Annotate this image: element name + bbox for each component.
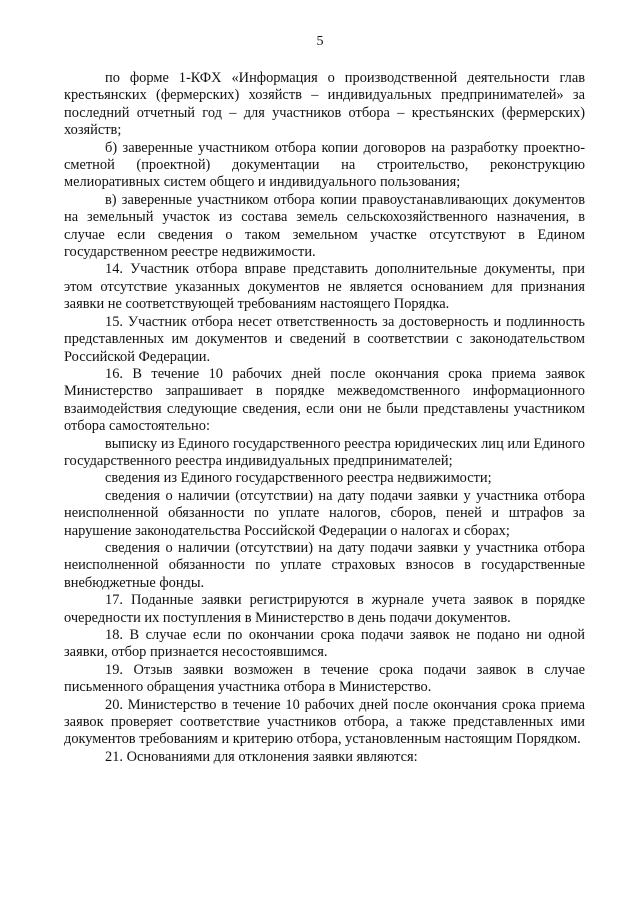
paragraph-16-taxes: сведения о наличии (отсутствии) на дату подачи заявки у участника отбора неисполненной обязанности по уплате налогов, сборов, пеней и штрафов за нарушение законодательства Российской Федерации о налогах и сборах; bbox=[64, 487, 585, 539]
paragraph-14: 14. Участник отбора вправе представить дополнительные документы, при этом отсутствие указанных документов не является основанием для признания заявки не соответствующей требованиям настоящего Порядка. bbox=[64, 261, 585, 313]
paragraph-16: 16. В течение 10 рабочих дней после окончания срока приема заявок Министерство запрашивает в порядке межведомственного информационного взаимодействия следующие сведения, если они не были представлены участником отбора самостоятельно: bbox=[64, 365, 585, 435]
paragraph-item-b: б) заверенные участником отбора копии договоров на разработку проектно-сметной (проектной) документации на строительство, реконструкцию мелиоративных систем общего и индивидуального пользования; bbox=[64, 139, 585, 191]
paragraph-item-v: в) заверенные участником отбора копии правоустанавливающих документов на земельный участок из состава земель сельскохозяйственного назначения, в случае если сведения о таком земельном участке отсутствуют в Едином государственном реестре недвижимости. bbox=[64, 191, 585, 261]
paragraph-16-extract-egrul: выписку из Единого государственного реестра юридических лиц или Единого государственного реестра индивидуальных предпринимателей; bbox=[64, 435, 585, 469]
paragraph-15: 15. Участник отбора несет ответственность за достоверность и подлинность представленных им документов и сведений в соответствии с законодательством Российской Федерации. bbox=[64, 313, 585, 365]
document-body bbox=[64, 70, 585, 766]
paragraph-16-egrn: сведения из Единого государственного реестра недвижимости; bbox=[105, 470, 492, 487]
paragraph-16-insurance: сведения о наличии (отсутствии) на дату подачи заявки у участника отбора неисполненной обязанности по уплате страховых взносов в государственные внебюджетные фонды. bbox=[64, 539, 585, 591]
page-number: 5 bbox=[316, 34, 324, 49]
paragraph-18: 18. В случае если по окончании срока подачи заявок не подано ни одной заявки, отбор признается несостоявшимся. bbox=[64, 627, 585, 661]
paragraph-form-1kfh-continuation: по форме 1-КФХ «Информация о производственной деятельности глав крестьянских (фермерских) хозяйств – индивидуальных предпринимателей» за последний отчетный год – для участников отбора – крестьянских (фермерских) хозяйств; bbox=[64, 70, 585, 139]
paragraph-20: 20. Министерство в течение 10 рабочих дней после окончания срока приема заявок проверяет соответствие участников отбора, а также представленных ими документов требованиям и критерию отбора, установленным настоящим Порядком. bbox=[64, 696, 585, 748]
paragraph-17: 17. Поданные заявки регистрируются в журнале учета заявок в порядке очередности их поступления в Министерство в день подачи документов. bbox=[64, 592, 585, 626]
paragraph-21: 21. Основаниями для отклонения заявки являются: bbox=[105, 748, 418, 765]
paragraph-19: 19. Отзыв заявки возможен в течение срока подачи заявок в случае письменного обращения участника отбора в Министерство. bbox=[64, 661, 585, 696]
